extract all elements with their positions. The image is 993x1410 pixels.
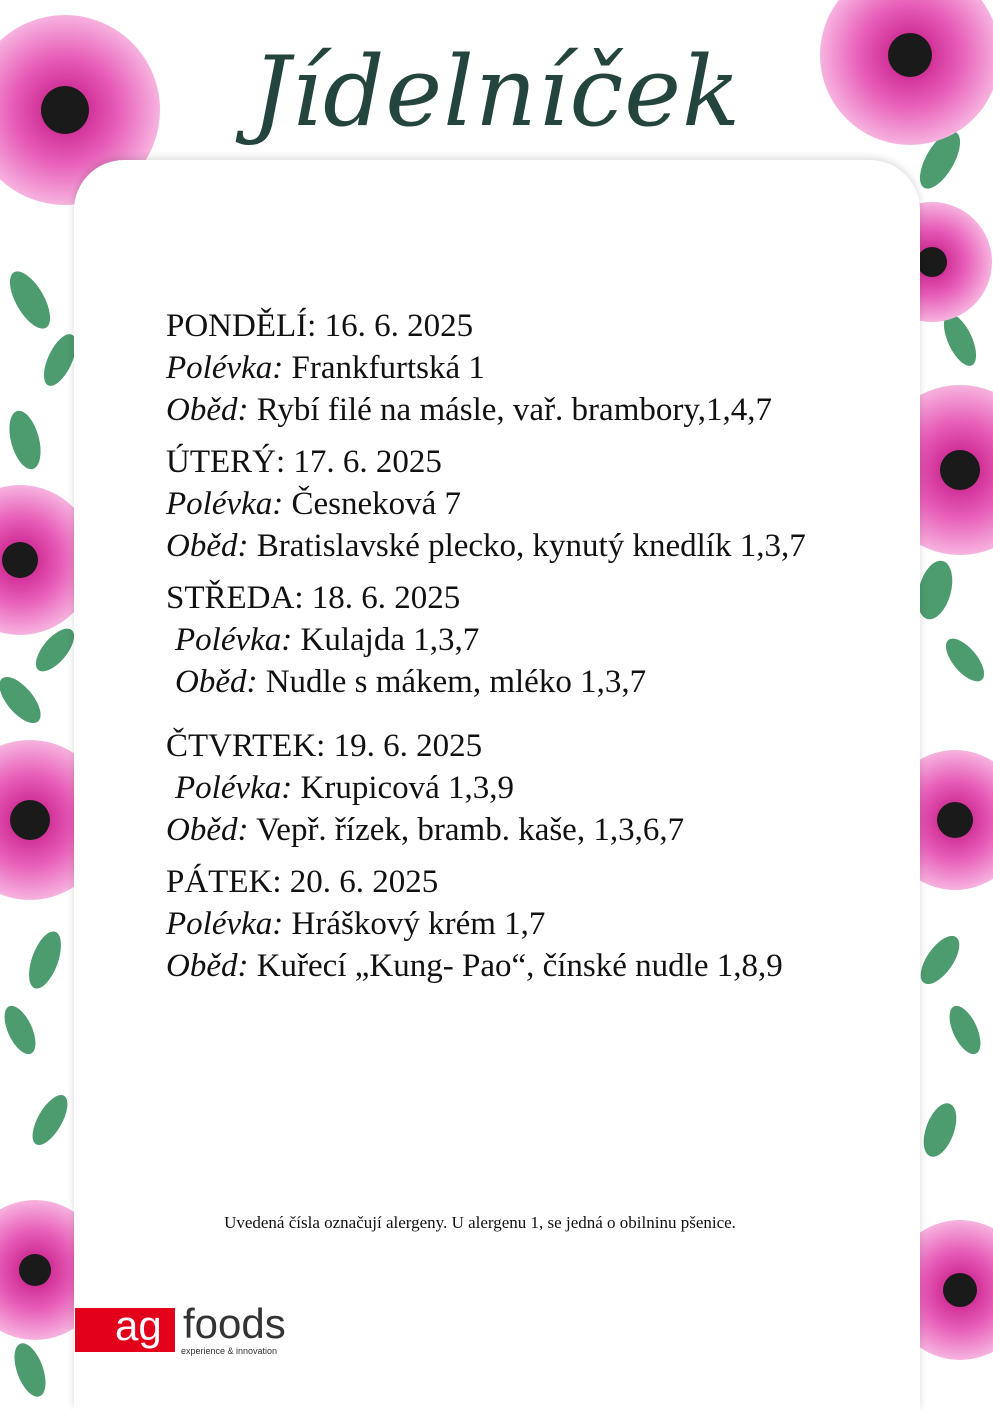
- lunch-item: Rybí filé na másle, vař. brambory,1,4,7: [248, 392, 772, 428]
- allergen-note: Uvedená čísla označují alergeny. U alergenu 1, se jedná o obilninu pšenice.: [224, 1213, 736, 1232]
- lunch-label: Oběd:: [166, 528, 249, 564]
- day-wednesday: [166, 577, 886, 703]
- lunch-item: Vepř. řízek, bramb. kaše, 1,3,6,7: [248, 812, 685, 848]
- day-tuesday: [166, 441, 886, 567]
- lunch-item: Nudle s mákem, mléko 1,3,7: [257, 664, 647, 700]
- soup-label: Polévka:: [166, 350, 284, 386]
- soup-item: Krupicová 1,3,9: [292, 770, 515, 806]
- soup-label: Polévka:: [166, 906, 284, 942]
- day-friday: [166, 861, 886, 987]
- soup-label: Polévka:: [166, 486, 284, 522]
- day-heading: ÚTERÝ: 17. 6. 2025: [166, 444, 442, 480]
- day-heading: PÁTEK: 20. 6. 2025: [166, 864, 439, 900]
- day-heading: ČTVRTEK: 19. 6. 2025: [166, 728, 483, 764]
- soup-item: Frankfurtská 1: [283, 350, 485, 386]
- logo-tagline: experience & innovation: [181, 1346, 278, 1356]
- soup-item: Kulajda 1,3,7: [292, 622, 480, 658]
- lunch-label: Oběd:: [175, 664, 258, 700]
- day-thursday: [166, 725, 886, 851]
- day-heading: PONDĚLÍ: 16. 6. 2025: [166, 308, 474, 344]
- logo-foods-text: foods: [183, 1300, 286, 1347]
- soup-item: Česneková 7: [283, 486, 462, 522]
- lunch-label: Oběd:: [166, 948, 249, 984]
- lunch-label: Oběd:: [166, 812, 249, 848]
- lunch-item: Kuřecí „Kung- Pao“, čínské nudle 1,8,9: [248, 948, 783, 984]
- day-heading: STŘEDA: 18. 6. 2025: [166, 580, 461, 616]
- agfoods-logo: [75, 1300, 305, 1360]
- lunch-label: Oběd:: [166, 392, 249, 428]
- soup-label: Polévka:: [175, 770, 293, 806]
- lunch-item: Bratislavské plecko, kynutý knedlík 1,3,7: [248, 528, 806, 564]
- soup-item: Hráškový krém 1,7: [283, 906, 546, 942]
- logo-ag-text: ag: [115, 1302, 162, 1349]
- page-title: Jídelníček: [251, 36, 742, 148]
- day-monday: [166, 305, 886, 431]
- soup-label: Polévka:: [175, 622, 293, 658]
- weekly-menu: [166, 305, 886, 997]
